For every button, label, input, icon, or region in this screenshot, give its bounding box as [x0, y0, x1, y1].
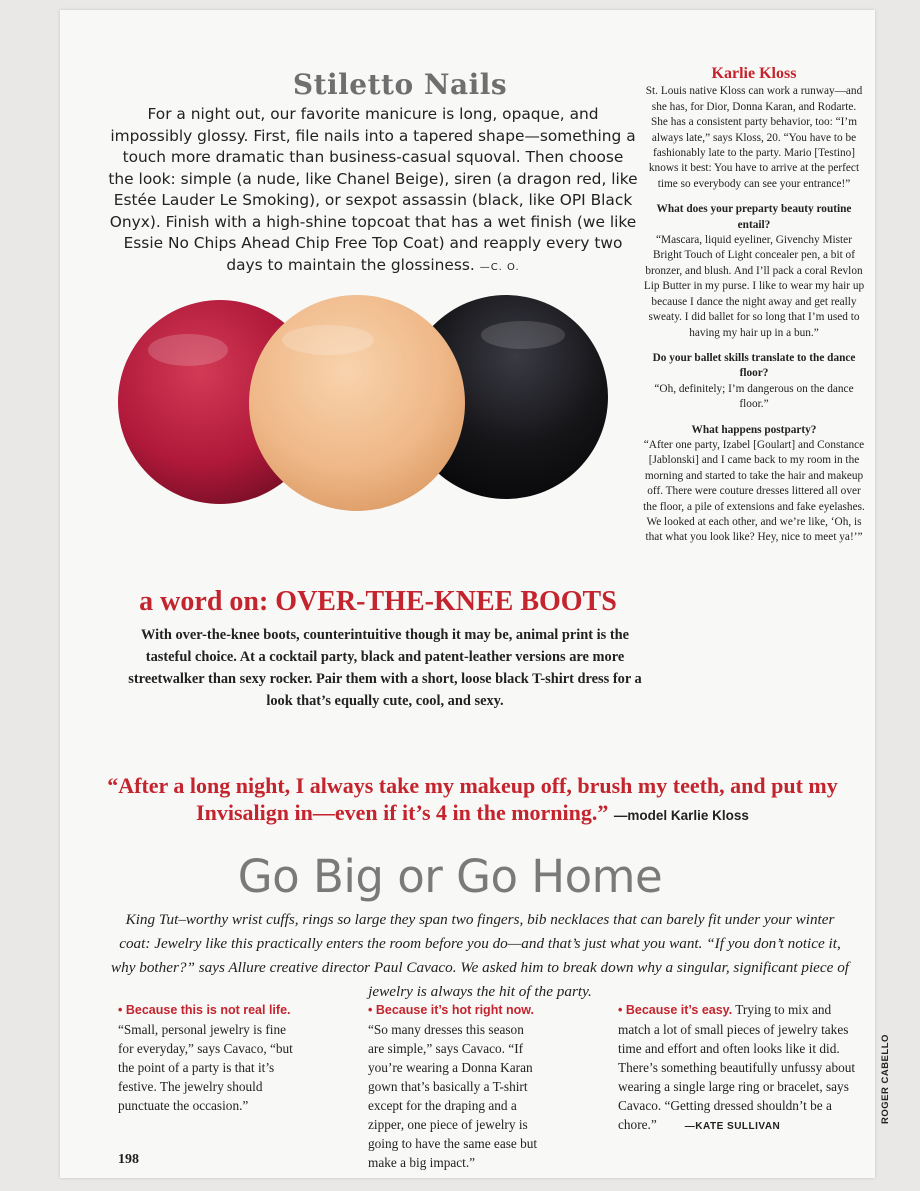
stiletto-nails-title: Stiletto Nails: [292, 68, 508, 101]
nude-swatch-highlight: [282, 325, 374, 355]
photo-credit-text: ROGER CABELLO: [880, 1034, 891, 1124]
stiletto-nails-body: [108, 104, 638, 278]
stiletto-credit: —C. O.: [479, 261, 520, 273]
lead-not-real-life: • Because this is not real life.: [118, 1003, 291, 1017]
sidebar-answer-1: “Mascara, liquid eyeliner, Givenchy Mister Bright Touch of Light concealer pen, a bit of bronzer, and blush. And I’ll pack a coral Revlon Lip Butter in my purse. I like to wear my hair up because I dance the night away and get really sweaty. I did ballet for so long that I’m used to having my hair up in a bun.”: [643, 234, 865, 339]
go-big-column-1: [118, 1000, 293, 1115]
stiletto-body-text: For a night out, our favorite manicure is long, opaque, and impossibly glossy. First, file nails into a tapered shape—something a touch more dramatic than business-casual squoval. Then choose the look: simple (a nude, like Chanel Beige), siren (a dragon red, like Estée Lauder Le Smoking), or sexpot assassin (black, like OPI Black Onyx). Finish with a high-shine topcoat that has a wet finish (we like Essie No Chips Ahead Chip Free Top Coat) and reapply every two days to maintain the glossiness.: [108, 105, 638, 274]
sidebar-intro: St. Louis native Kloss can work a runway—and she has, for Dior, Donna Karan, and Rodarte. She has a consistent party behavior, too: “I’m always late,” says Kloss, 20. “You have to be fashionably late to the party. Mario [Testino] knows it best: You have to arrive at the perfect time so everybody can see your entrance!”: [645, 85, 863, 190]
red-swatch-highlight: [148, 334, 228, 366]
go-big-title: Go Big or Go Home: [237, 850, 663, 903]
photo-credit: [880, 1034, 894, 1130]
sidebar-question-1: What does your preparty beauty routine entail?: [656, 203, 852, 231]
text-hot-right-now: “So many dresses this season are simple,” says Cavaco. “If you’re wearing a Donna Karan gown that’s basically a T-shirt except for the draping and a zipper, one piece of jewelry is going to have the same ease but make a big impact.”: [368, 1022, 538, 1170]
sidebar-question-3: What happens postparty?: [691, 423, 817, 436]
pull-quote-text: “After a long night, I always take my makeup off, brush my teeth, and put my Invisalign in—even if it’s 4 in the morning.”: [107, 773, 838, 825]
pull-quote: [100, 772, 845, 829]
nude-polish-swatch: [249, 295, 465, 511]
go-big-column-3: [618, 1000, 858, 1136]
sidebar-answer-2: “Oh, definitely; I’m dangerous on the dance floor.”: [654, 382, 854, 411]
go-big-intro: King Tut–worthy wrist cuffs, rings so large they span two fingers, bib necklaces that can barely fit under your winter coat: Jewelry like this practically enters the room before you do—and that’s just what you want. “If you don’t notice it, why bother?” says Allure creative director Paul Cavaco. We asked him to break down why a singular, significant piece of jewelry is always the hit of the party.: [110, 911, 850, 1000]
sidebar-answer-3: “After one party, Izabel [Goulart] and Constance [Jablonski] and I came back to my room in the morning and started to take the hair and makeup off. There were couture dresses littered all over the floor, a pile of extensions and fake eyelashes. We looked at each other, and we’re like, ‘Oh, is that what you look like? Hey, nice to meet ya!’”: [643, 438, 865, 544]
karlie-kloss-sidebar: [643, 66, 865, 546]
byline: —KATE SULLIVAN: [684, 1121, 781, 1132]
lead-hot-right-now: • Because it’s hot right now.: [368, 1003, 534, 1017]
text-not-real-life: “Small, personal jewelry is fine for everyday,” says Cavaco, “but the point of a party is that it’s festive. The jewelry should punctuate the occasion.”: [118, 1022, 293, 1113]
go-big-column-2: [368, 1000, 543, 1172]
boots-heading: a word on: OVER-THE-KNEE BOOTS: [139, 586, 617, 617]
nail-polish-swatches: [118, 290, 608, 530]
pull-quote-attribution: —model Karlie Kloss: [613, 808, 749, 823]
black-swatch-highlight: [481, 321, 565, 349]
boots-body: With over-the-knee boots, counterintuitive though it may be, animal print is the tasteful choice. At a cocktail party, black and patent-leather versions are more streetwalker than sexy rocker. Pair them with a short, loose black T-shirt dress for a look that’s equally cute, cool, and sexy.: [128, 627, 642, 709]
page-number: 198: [118, 1152, 139, 1167]
text-its-easy: Trying to mix and match a lot of small pieces of jewelry takes time and effort and often looks like it did. There’s something beautifully unfussy about wearing a single large ring or bracelet, says Cavaco. “Getting dressed shouldn’t be a chore.”: [618, 1002, 856, 1132]
sidebar-title: Karlie Kloss: [711, 65, 797, 82]
lead-its-easy: • Because it’s easy.: [618, 1003, 733, 1017]
sidebar-question-2: Do your ballet skills translate to the dance floor?: [652, 351, 856, 380]
